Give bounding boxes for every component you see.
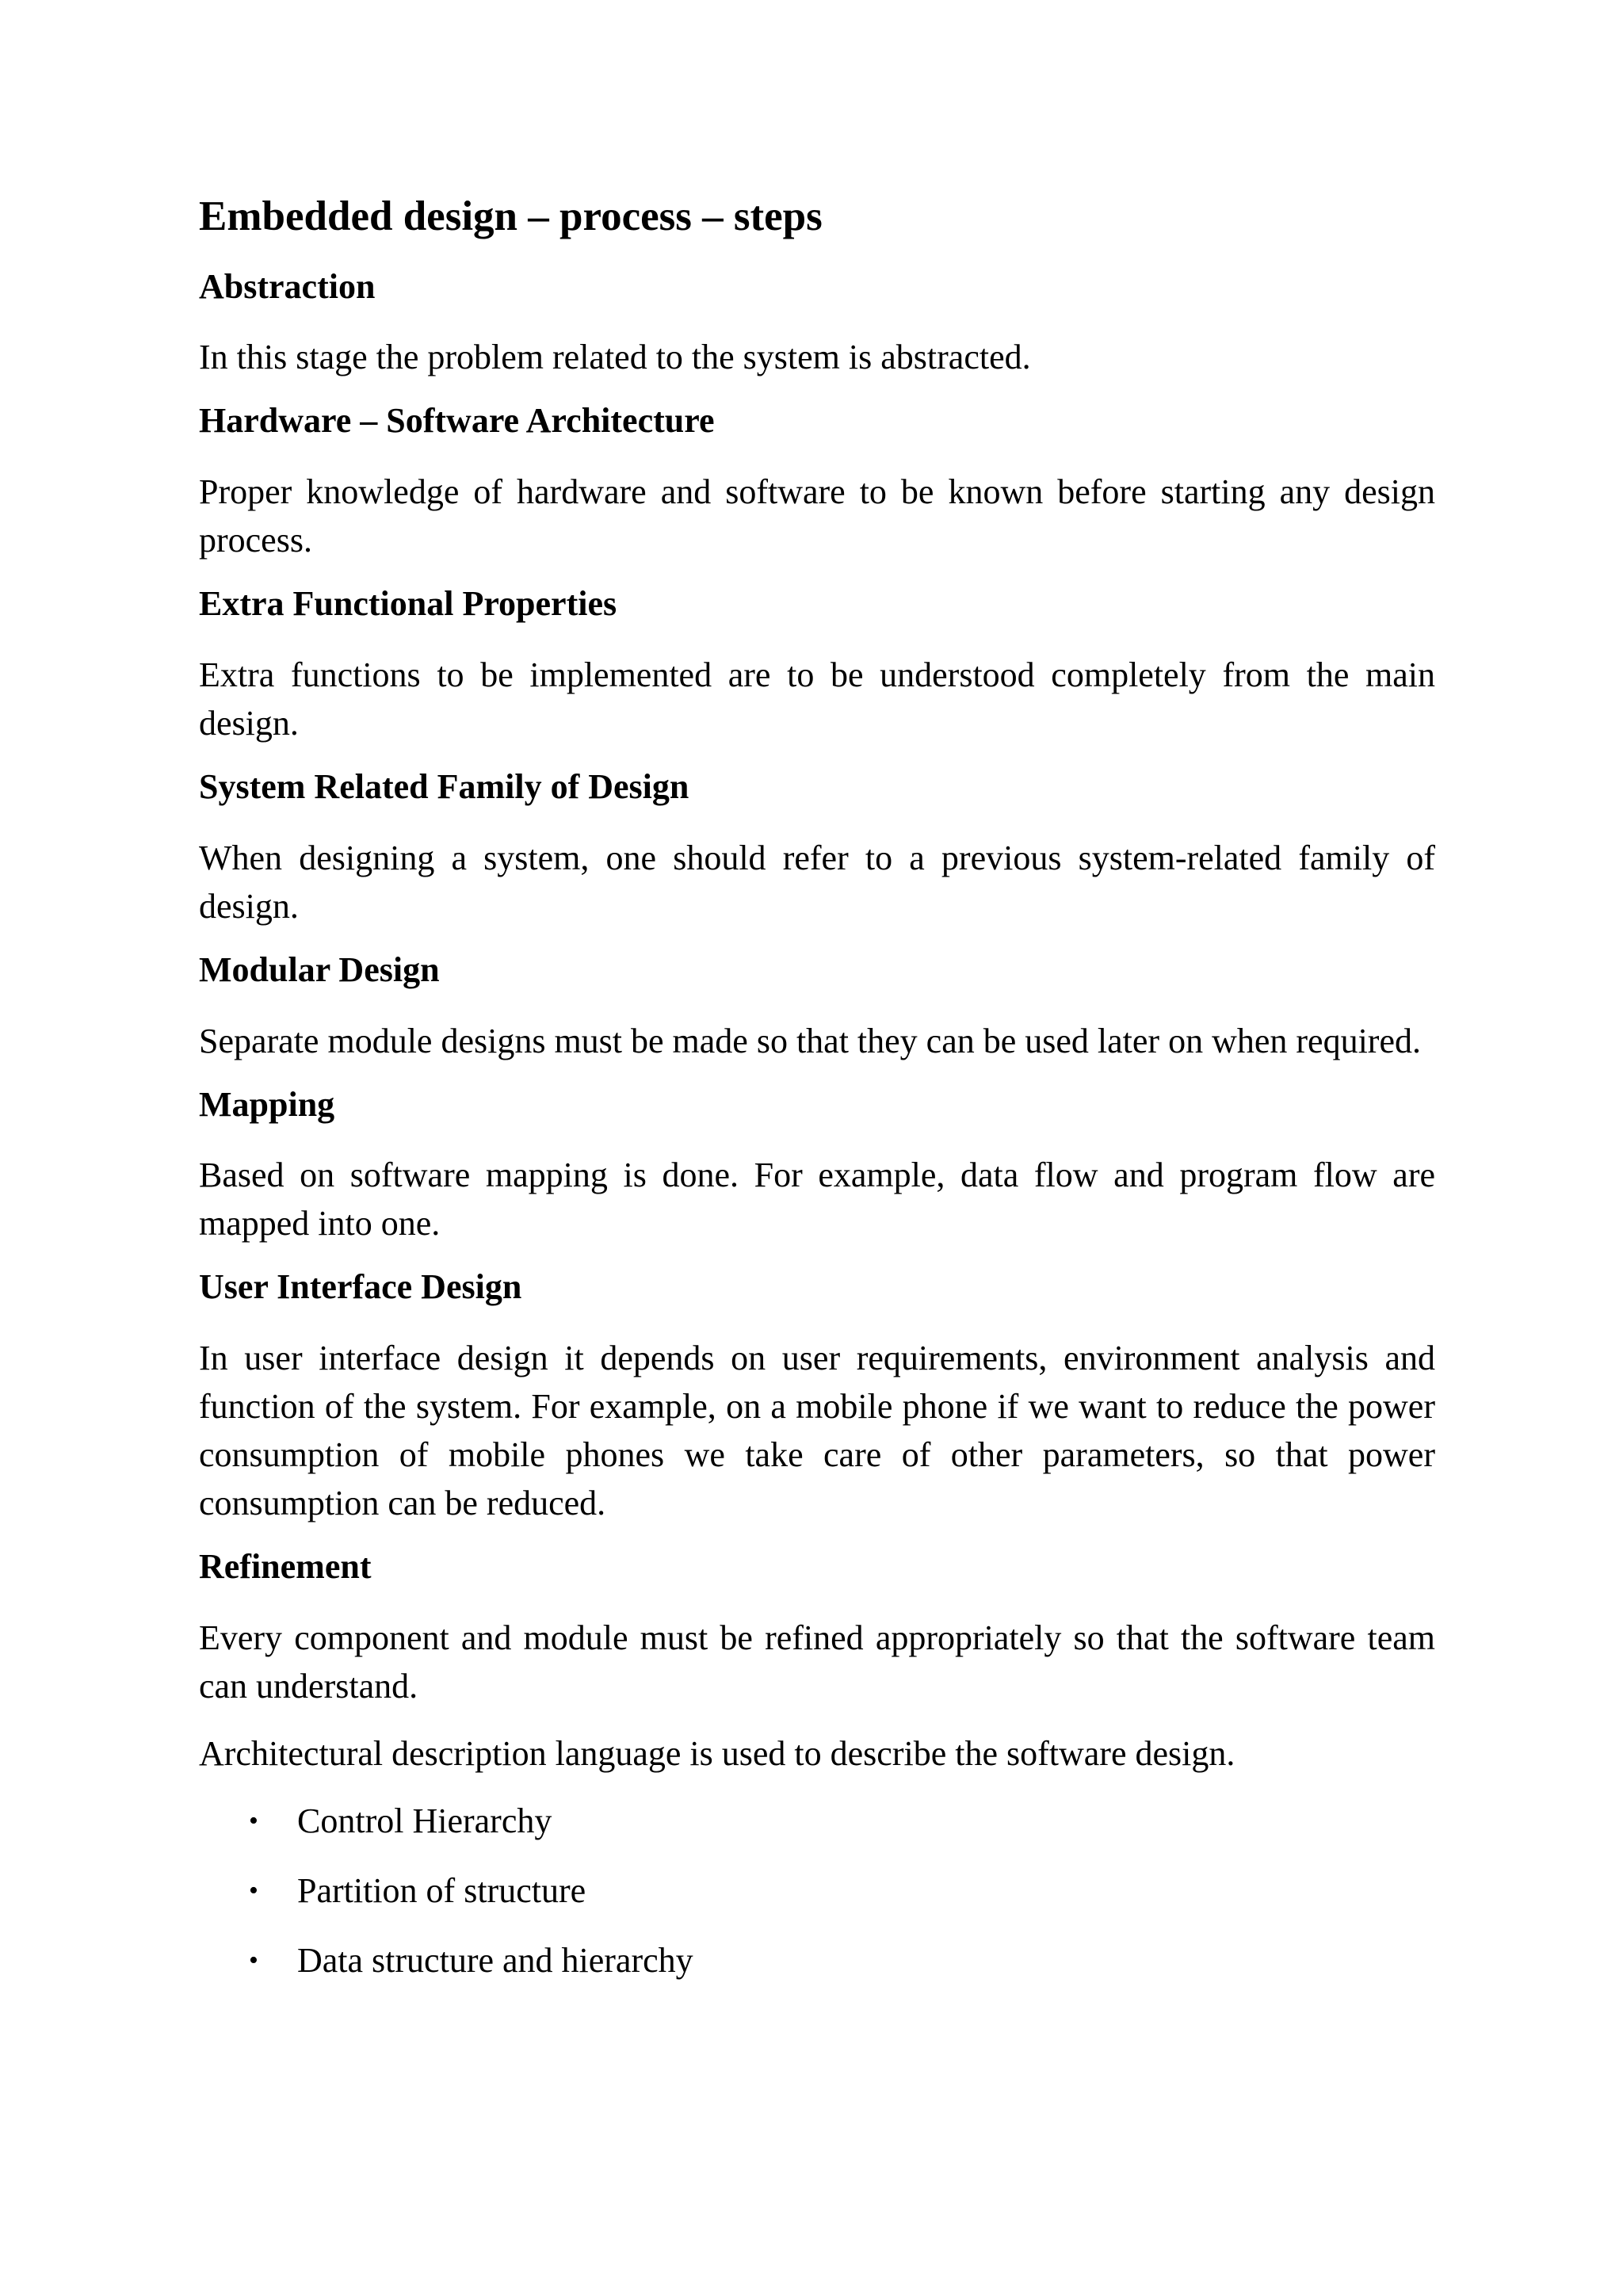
list-item — [199, 1936, 1435, 1985]
bullet-icon: • — [249, 1875, 258, 1905]
section-heading: Hardware – Software Architecture — [199, 401, 715, 441]
section-extra-functional-properties — [199, 583, 1435, 747]
section-heading: Modular Design — [199, 949, 440, 989]
section-hardware-software-architecture — [199, 400, 1435, 564]
section-body: Proper knowledge of hardware and software to be known before starting any design process. — [199, 472, 1435, 560]
list-item — [199, 1797, 1435, 1845]
page-title: Embedded design – process – steps — [199, 193, 823, 239]
bullet-icon: • — [249, 1805, 258, 1836]
section-body: When designing a system, one should refer to a previous system-related family of design. — [199, 838, 1435, 926]
section-body: In user interface design it depends on user requirements, environment analysis and function of the system. For example, on a mobile phone if we want to reduce the power consumption of mobile phones we take care of other parameters, so that power consumption can be reduced. — [199, 1339, 1435, 1523]
bullet-icon: • — [249, 1945, 258, 1975]
list-item-text: Control Hierarchy — [297, 1801, 552, 1840]
section-body: In this stage the problem related to the system is abstracted. — [199, 338, 1031, 377]
section-heading: Abstraction — [199, 266, 376, 306]
section-modular-design — [199, 949, 1435, 1065]
section-body: Extra functions to be implemented are to be understood completely from the main design. — [199, 655, 1435, 743]
section-heading: Extra Functional Properties — [199, 584, 617, 624]
document-page — [199, 192, 1435, 2006]
bullet-list — [199, 1797, 1435, 1985]
list-item-text: Partition of structure — [297, 1870, 586, 1910]
section-heading: Mapping — [199, 1084, 335, 1124]
closing-paragraph: Architectural description language is used to describe the software design. — [199, 1733, 1235, 1773]
section-body: Every component and module must be refined appropriately so that the software team can understand. — [199, 1618, 1435, 1706]
section-heading: User Interface Design — [199, 1267, 522, 1307]
section-body: Based on software mapping is done. For example, data flow and program flow are mapped into one. — [199, 1156, 1435, 1244]
list-item — [199, 1866, 1435, 1915]
section-abstraction — [199, 266, 1435, 382]
section-system-related-family — [199, 766, 1435, 930]
section-body: Separate module designs must be made so that they can be used later on when required. — [199, 1021, 1421, 1060]
list-item-text: Data structure and hierarchy — [297, 1940, 693, 1980]
section-refinement — [199, 1546, 1435, 1710]
section-user-interface-design — [199, 1266, 1435, 1527]
section-heading: System Related Family of Design — [199, 766, 689, 806]
section-heading: Refinement — [199, 1547, 372, 1587]
section-mapping — [199, 1084, 1435, 1248]
